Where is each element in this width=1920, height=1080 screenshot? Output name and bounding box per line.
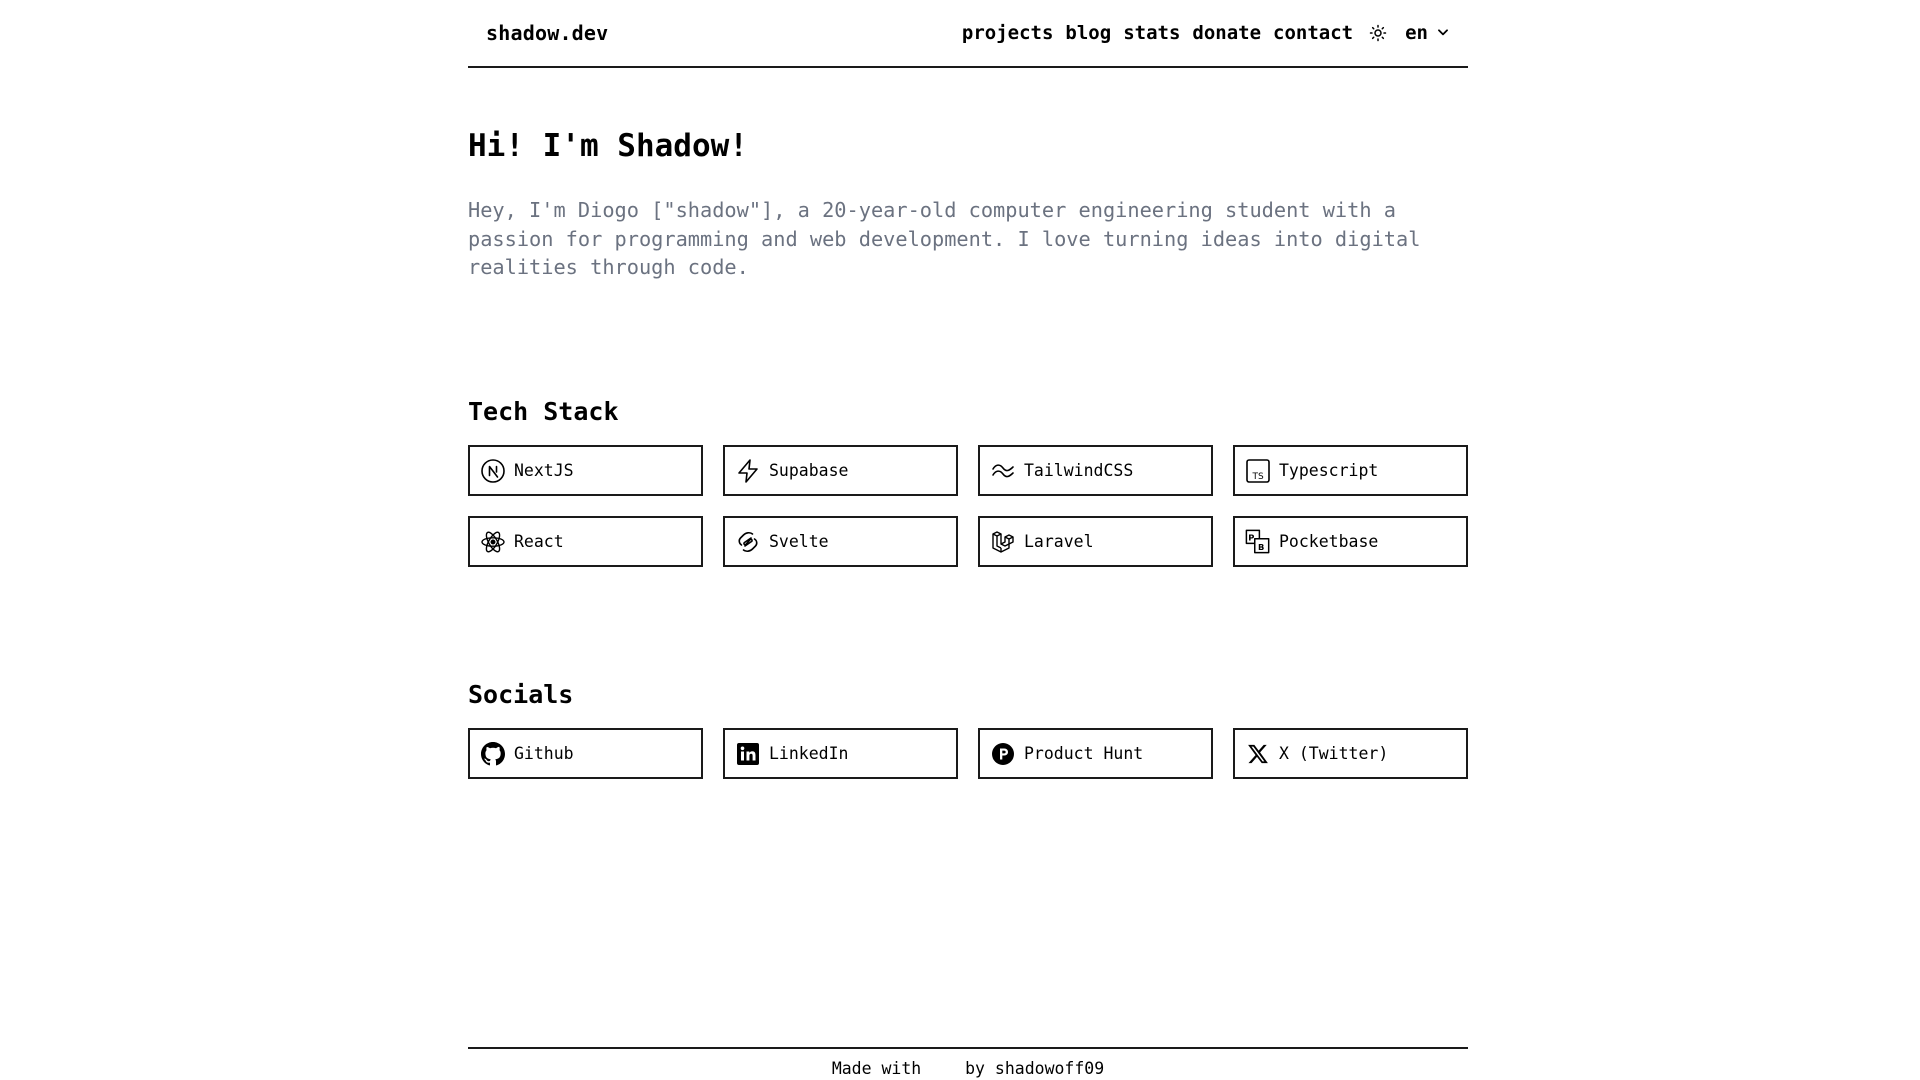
tech-stack-grid bbox=[468, 445, 1468, 567]
tech-label: TailwindCSS bbox=[1024, 461, 1134, 480]
producthunt-icon bbox=[990, 741, 1016, 767]
supabase-icon bbox=[735, 458, 761, 484]
social-link-producthunt[interactable] bbox=[978, 728, 1213, 779]
github-icon bbox=[480, 741, 506, 767]
tech-label: NextJS bbox=[514, 461, 574, 480]
svg-text:P: P bbox=[1248, 532, 1255, 543]
socials-grid bbox=[468, 728, 1468, 779]
svg-text:TS: TS bbox=[1252, 471, 1264, 482]
tech-stack-title: Tech Stack bbox=[468, 397, 619, 426]
svelte-icon bbox=[735, 529, 761, 555]
footer-author[interactable]: by shadowoff09 bbox=[965, 1059, 1105, 1078]
nav-link-projects[interactable]: projects bbox=[961, 22, 1054, 44]
tech-label: Laravel bbox=[1024, 532, 1094, 551]
tech-card-typescript[interactable] bbox=[1233, 445, 1468, 496]
tech-card-nextjs[interactable] bbox=[468, 445, 703, 496]
linkedin-icon bbox=[735, 741, 761, 767]
chevron-down-icon bbox=[1436, 22, 1450, 44]
intro-text: Hey, I'm Diogo ["shadow"], a 20-year-old computer engineering student with a passion for programming and web development. I love turning ideas into digital realities through code. bbox=[468, 198, 1421, 279]
laravel-icon bbox=[990, 529, 1016, 555]
svg-text:B: B bbox=[1258, 541, 1265, 552]
language-value: en bbox=[1405, 22, 1428, 44]
tech-label: Pocketbase bbox=[1279, 532, 1379, 551]
tech-label: React bbox=[514, 532, 564, 551]
react-icon bbox=[480, 529, 506, 555]
page-container bbox=[468, 0, 1468, 1078]
footer-made-with: Made with bbox=[831, 1059, 922, 1078]
social-label: Github bbox=[514, 744, 574, 763]
social-link-x-twitter[interactable] bbox=[1233, 728, 1468, 779]
tech-card-laravel[interactable] bbox=[978, 516, 1213, 567]
language-select[interactable] bbox=[1405, 22, 1450, 44]
nav-link-donate[interactable]: donate bbox=[1192, 22, 1262, 44]
nav-link-contact[interactable]: contact bbox=[1273, 22, 1354, 44]
tech-label: Typescript bbox=[1279, 461, 1379, 480]
brand-logo[interactable]: shadow.dev bbox=[486, 21, 609, 45]
social-label: LinkedIn bbox=[769, 744, 849, 763]
site-header bbox=[468, 0, 1468, 68]
social-label: Product Hunt bbox=[1024, 744, 1144, 763]
typescript-icon bbox=[1245, 458, 1271, 484]
tech-card-react[interactable] bbox=[468, 516, 703, 567]
social-link-github[interactable] bbox=[468, 728, 703, 779]
sun-icon[interactable] bbox=[1367, 22, 1389, 44]
tech-label: Svelte bbox=[769, 532, 829, 551]
socials-title: Socials bbox=[468, 680, 574, 709]
social-link-linkedin[interactable] bbox=[723, 728, 958, 779]
social-label: X (Twitter) bbox=[1279, 744, 1389, 763]
x-twitter-icon bbox=[1245, 741, 1271, 767]
tech-label: Supabase bbox=[769, 461, 849, 480]
site-footer bbox=[468, 1047, 1468, 1079]
tailwindcss-icon bbox=[990, 458, 1016, 484]
main-nav bbox=[962, 22, 1450, 44]
tech-card-supabase[interactable] bbox=[723, 445, 958, 496]
nav-link-stats[interactable]: stats bbox=[1123, 22, 1181, 44]
nav-link-blog[interactable]: blog bbox=[1065, 22, 1112, 44]
tech-card-pocketbase[interactable] bbox=[1233, 516, 1468, 567]
pocketbase-icon bbox=[1245, 529, 1271, 555]
tech-card-tailwindcss[interactable] bbox=[978, 445, 1213, 496]
tech-card-svelte[interactable] bbox=[723, 516, 958, 567]
nextjs-icon bbox=[480, 458, 506, 484]
page-title: Hi! I'm Shadow! bbox=[468, 128, 748, 164]
